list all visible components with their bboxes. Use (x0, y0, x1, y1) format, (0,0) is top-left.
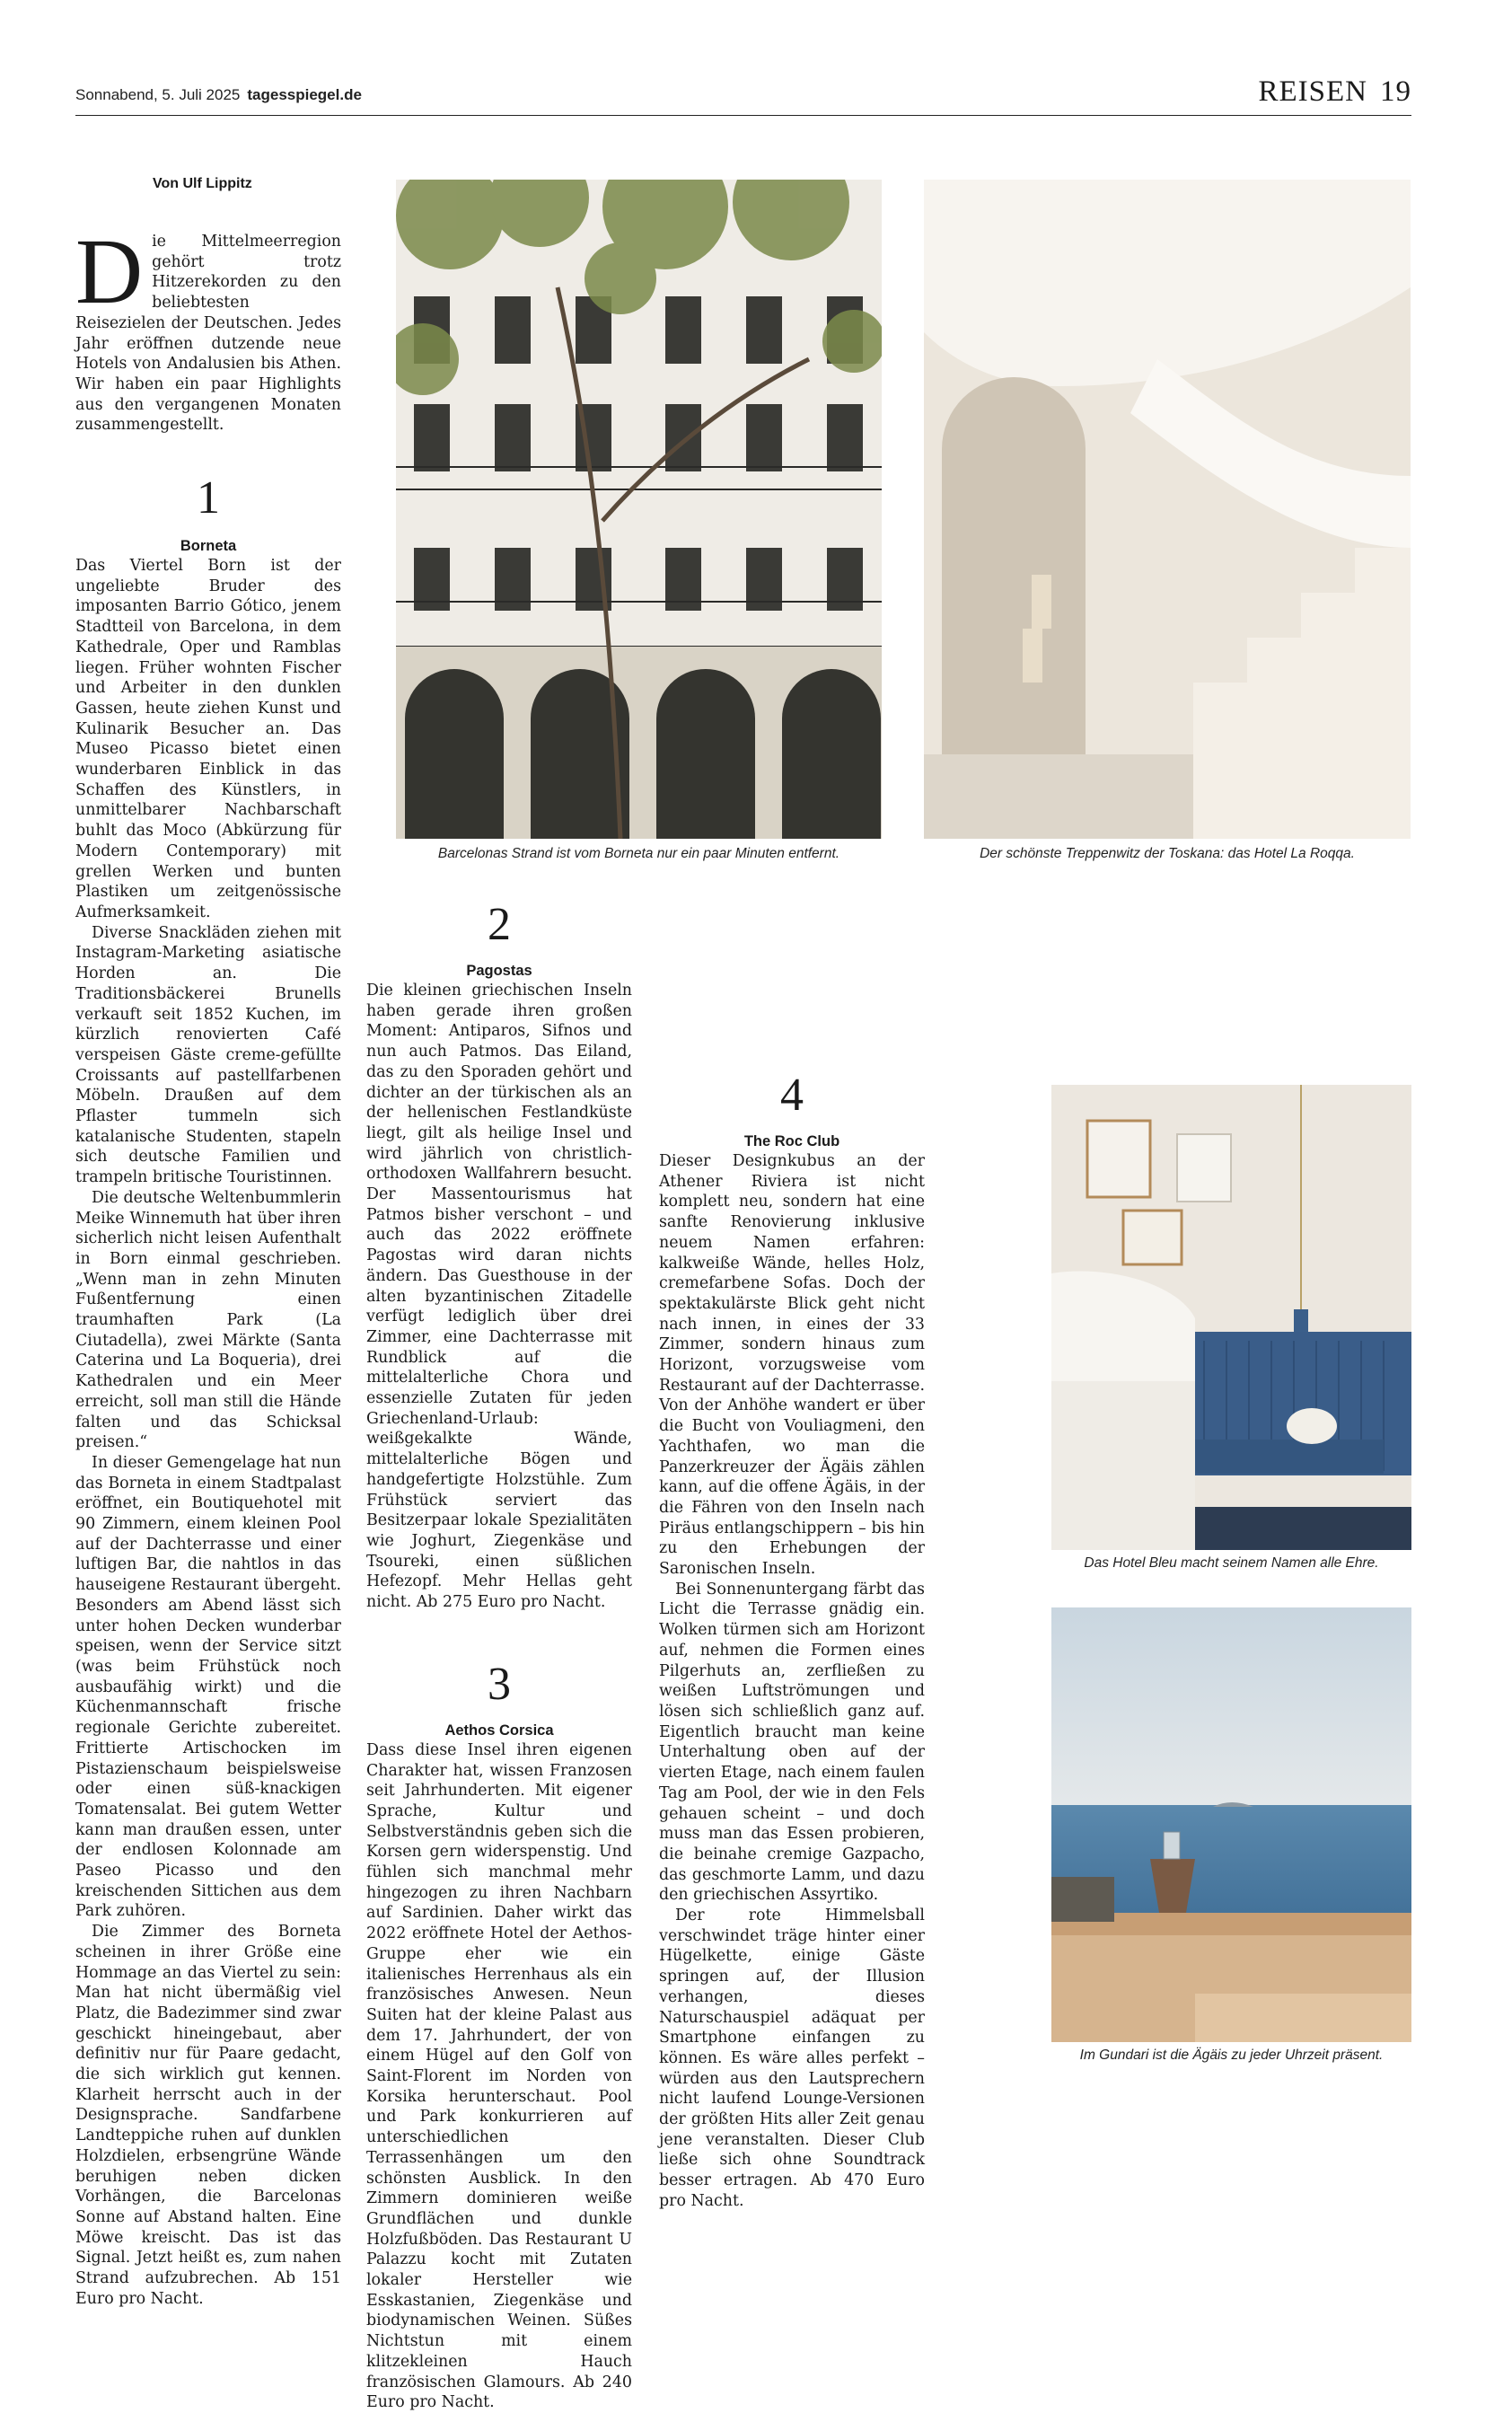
paragraph: Der rote Himmelsball verschwindet träge hinter einer Hügelkette, einige Gäste springen auf, der Illusion verhangen, dieses Naturschauspiel adäquat per Smartphone einfangen zu können. Es wäre alles perfekt – würden aus den Lautsprechern nicht laufend Lounge-Versionen der größten Hits aller Zeit genau jene veranstalten. Dieser Club ließe sich ohne Soundtrack besser ertragen. Ab 470 Euro pro Nacht. (659, 1907, 925, 2210)
section-title-1: Borneta (180, 538, 237, 555)
intro-text: ie Mittelmeerregion gehört trotz Hitzerekorden zu den beliebtesten Reisezielen der Deutschen. Jedes Jahr eröffnen dutzende neue Hotels von Andalusien bis Athen. Wir haben ein paar Highlights aus den vergangenen Monaten zusammengestellt. (75, 233, 341, 435)
site-name: tagesspiegel.de (247, 86, 362, 103)
column-3 (659, 1069, 925, 2212)
section-title-4: The Roc Club (743, 1133, 840, 1149)
photo-caption: Im Gundari ist die Ägäis zu jeder Uhrzeit präsent. (1079, 2048, 1384, 2063)
paragraph: Diverse Snackläden ziehen mit Instagram-Marketing asiatische Horden an. Die Traditionsbäckerei Brunells verkauft seit 1852 Kuchen, im kürzlich renovierten Café verspeisen Gäste creme-gefüllte Croissants auf pastellfarbenen Möbeln. Draußen auf dem Pflaster tummeln sich katalanische Studenten, stapeln sich deutsche Familien und trampeln britische Touristinnen. (75, 923, 341, 1187)
author-byline: Von Ulf Lippitz (153, 176, 252, 191)
paragraph: In dieser Gemengelage hat nun das Borneta in einem Stadtpalast eröffnet, ein Boutiquehotel mit 90 Zimmern, einem kleinen Pool auf der Dachterrasse und einer luftigen Bar, die nahtlos in das hauseigene Restaurant übergeht. Besonders am Abend lässt sich unter hohen Decken wunderbar speisen, wenn der Service sitzt (was beim Frühstück noch ausbaufähig wirkt) und die Küchenmannschaft frische regionale Gerichte zubereitet. Frittierte Artischocken im Pistazienschaum beispielsweise oder einen süß-knackigen Tomatensalat. Bei gutem Wetter kann man draußen essen, unter der endlosen Kolonnade am Paseo Picasso und den kreischenden Sittichen aus dem Park zuhören. (75, 1453, 341, 1921)
staircase-photo (924, 180, 1411, 839)
header-rule (75, 115, 1411, 116)
intro-paragraph (75, 220, 341, 436)
paragraph: Die Zimmer des Borneta scheinen in ihrer Größe eine Hommage an das Viertel zu sein: Man hat nicht übermäßig viel Platz, die Badezimmer sind zwar geschickt hineingebaut, aber definitiv nur für Paare gedacht, die sich wirklich gut kennen. Klarheit herrscht auch in der Designsprache. Sandfarbene Landteppiche ruhen auf dunklen Holzdielen, erbsengrüne Wände beruhigen neben dicken Vorhängen, die Barcelonas Sonne auf Abstand halten. Eine Möwe kreischt. Das ist das Signal. Jetzt heißt es, zum nahen Strand aufzubrechen. Ab 151 Euro pro Nacht. (75, 1923, 341, 2308)
bedroom-photo (1051, 1085, 1411, 1550)
page-number: 19 (1380, 75, 1411, 108)
section-number-3: 3 (488, 1658, 511, 1710)
paragraph: Die deutsche Weltenbummlerin Meike Winnemuth hat über ihren sicherlich nicht leisen Aufenthalt in Born einmal geschrieben. „Wenn man in zehn Minuten Fußentfernung einen traumhaften Park (La Ciutadella), zwei Märkte (Santa Caterina und La Boqueria), drei Kathedralen und ein Meer erreicht, soll man still die Hände falten und das Schicksal preisen.“ (75, 1188, 341, 1452)
column-2 (366, 898, 632, 2413)
drop-cap: D (75, 220, 144, 323)
section-number-2: 2 (488, 899, 511, 950)
paragraph: Dieser Designkubus an der Athener Riviera ist nicht komplett neu, sondern hat eine sanfte Renovierung inklusive neuem Namen erfahren: kalkweiße Wände, helles Holz, cremefarbene Sofas. Doch der spektakulärste Blick geht nicht nach innen, in eines der 33 Zimmer, sondern hinaus zum Horizont, vorzugsweise vom Restaurant auf der Dachterrasse. Von der Anhöhe wandert er über die Bucht von Vouliagmeni, den Yachthafen, wo man die Panzerkreuzer der Ägäis zählen kann, auf die offene Ägäis, in der die Fähren von den Inseln nach Piräus entlangschippern – bis hin zu den Erhebungen der Saronischen Inseln. (659, 1152, 925, 1579)
page-header-left (75, 86, 362, 104)
section-number-1: 1 (197, 472, 220, 524)
page-header-right (1259, 75, 1412, 109)
photo-caption: Der schönste Treppenwitz der Toskana: das Hotel La Roqqa. (980, 846, 1355, 861)
sea-terrace-photo (1051, 1607, 1411, 2042)
paragraph: Das Viertel Born ist der ungeliebte Bruder des imposanten Barrio Gótico, jenem Stadtteil von Barcelona, in dem Kathedrale, Oper und Ramblas liegen. Früher wohnten Fischer und Arbeiter in den dunklen Gassen, heute ziehen Kunst und Kulinarik Besucher an. Das Museo Picasso bietet einen wunderbaren Einblick in das Schaffen des Künstlers, in unmittelbarer Nachbarschaft buhlt das Moco (Abkürzung für Modern Contemporary) mit grellen Werken und bunten Plastiken um zeitgenössische Aufmerksamkeit. (75, 557, 341, 921)
section-number-4: 4 (780, 1070, 804, 1121)
photo-caption: Barcelonas Strand ist vom Borneta nur ein paar Minuten entfernt. (437, 846, 840, 861)
building-facade-photo (396, 180, 882, 839)
photo-caption: Das Hotel Bleu macht seinem Namen alle Ehre. (1084, 1555, 1379, 1571)
paragraph: Dass diese Insel ihren eigenen Charakter hat, wissen Franzosen seit Jahrhunderten. Mit eigener Sprache, Kultur und Selbstverständnis geben sich die Korsen gern widerspenstig. Und fühlen sich manchmal mehr hingezogen zu ihren Nachbarn auf Sardinien. Daher wirkt das 2022 eröffnete Hotel der Aethos-Gruppe eher wie ein italienisches Herrenhaus als ein französisches Anwesen. Neun Suiten hat der kleine Palast aus dem 17. Jahrhundert, der von einem Hügel auf den Golf von Saint-Florent im Norden von Korsika herunterschaut. Pool und Park konkurrieren auf unterschiedlichen Terrassenhängen um den schönsten Ausblick. In den Zimmern dominieren weiße Grundflächen und dunkle Holzfußböden. Das Restaurant U Palazzu kocht mit Zutaten lokaler Hersteller wie Esskastanien, Ziegenkäse und biodynamischen Weinen. Süßes Nichtstun mit einem klitzekleinen Hauch französischen Glamours. Ab 240 Euro pro Nacht. (366, 1740, 632, 2412)
section-title-3: Aethos Corsica (444, 1722, 554, 1739)
issue-date: Sonnabend, 5. Juli 2025 (75, 86, 241, 103)
column-1 (75, 220, 341, 2310)
paragraph: Bei Sonnenuntergang färbt das Licht die Terrasse gnädig ein. Wolken türmen sich am Horizont auf, nehmen die Formen eines Pilgerhuts an, zerfließen zu weißen Luftströmungen und lösen sich schließlich ganz auf. Eigentlich braucht man keine Unterhaltung oben auf der vierten Etage, nach einem faulen Tag am Pool, der wie in den Fels gehauen scheint – und doch muss man das Essen probieren, die beinahe cremige Gazpacho, das geschmorte Lamm, und dazu den griechischen Assyrtiko. (659, 1580, 925, 1905)
section-name: REISEN (1258, 75, 1367, 108)
paragraph: Die kleinen griechischen Inseln haben gerade ihren großen Moment: Antiparos, Sifnos und nun auch Patmos. Das Eiland, das zu den Sporaden gehört und dichter an der türkischen als an der hellenischen Festlandküste liegt, gilt als heilige Insel und wird jährlich von christlich-orthodoxen Wallfahrern besucht. Der Massentourismus hat Patmos bisher verschont – und auch das 2022 eröffnete Pagostas wird daran nichts ändern. Das Guesthouse in der alten byzantinischen Zitadelle verfügt lediglich über drei Zimmer, eine Dachterrasse mit Rundblick auf die mittelalterliche Chora und essenzielle Zutaten für jeden Griechenland-Urlaub: weißgekalkte Wände, mittelalterliche Bögen und handgefertigte Holzstühle. Zum Frühstück serviert das Besitzerpaar lokale Spezialitäten wie Joghurt, Ziegenkäse und Tsoureki, einen süßlichen Hefezopf. Mehr Hellas geht nicht. Ab 275 Euro pro Nacht. (366, 982, 632, 1612)
section-title-2: Pagostas (466, 963, 532, 979)
